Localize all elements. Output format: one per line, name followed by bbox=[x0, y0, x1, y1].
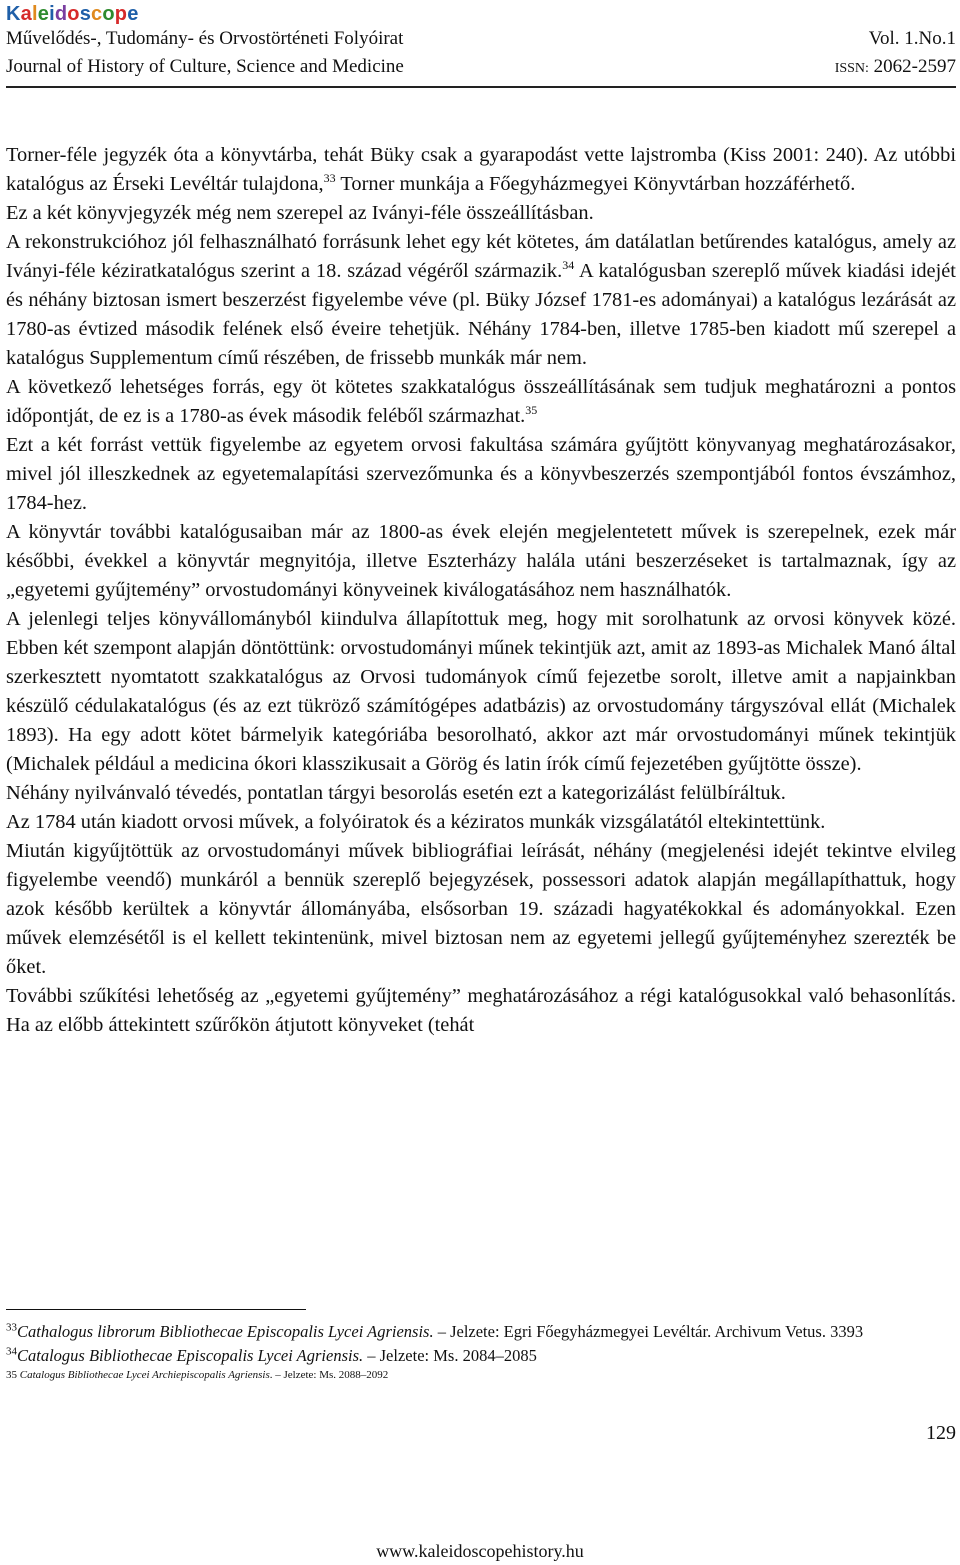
paragraph bbox=[6, 837, 956, 982]
article-body bbox=[6, 141, 956, 1040]
logo-letter: e bbox=[37, 3, 50, 25]
logo-letter: s bbox=[79, 3, 92, 25]
paragraph bbox=[6, 141, 956, 199]
footnotes bbox=[6, 1320, 956, 1382]
paragraph-text: A könyvtár további katalógusaiban már az 1800-as évek elején megjelentetett művek is szerepelnek, ezek már későbbi, évekkel a könyvtár megnyitója, illetve Eszterházy halála utáni beszerzéseket is tartalmaznak, így az „egyetemi gyűjtemény” orvostudományi könyveinek kiválogatásához nem használhatók. bbox=[6, 521, 956, 601]
paragraph-text: Torner-féle jegyzék óta a könyvtárba, tehát Büky csak a gyarapodást vette lajstromba (Kiss 2001: 240). Az utóbbi katalógus az Érseki Levéltár tulajdona, bbox=[6, 144, 956, 195]
footnote-text: – Jelzete: Egri Főegyházmegyei Levéltár. Archivum Vetus. 3393 bbox=[433, 1322, 864, 1341]
logo-letter: K bbox=[6, 3, 21, 25]
footnote-divider bbox=[6, 1309, 306, 1310]
paragraph-text: Ezt a két forrást vettük figyelembe az egyetem orvosi fakultása számára gyűjtött könyvanyag meghatározásakor, mivel jól illeszkednek az egyetemalapítási szervezőmunka és a könyvbeszerzés szempontjából fontos évszámhoz, 1784-hez. bbox=[6, 434, 956, 514]
footnote bbox=[6, 1344, 956, 1368]
paragraph bbox=[6, 605, 956, 779]
footnote-ref[interactable]: 34 bbox=[562, 258, 575, 273]
footnote-ref[interactable]: 35 bbox=[525, 403, 538, 418]
footnote-number: 34 bbox=[6, 1345, 17, 1358]
logo-letter: p bbox=[114, 3, 128, 25]
footnote-ref[interactable]: 33 bbox=[323, 171, 336, 186]
paragraph bbox=[6, 518, 956, 605]
logo-letter: e bbox=[127, 3, 139, 25]
footnote-number: 33 bbox=[6, 1321, 17, 1334]
paragraph bbox=[6, 373, 956, 431]
logo-letter: l bbox=[31, 3, 38, 25]
paragraph-text: Miután kigyűjtöttük az orvostudományi művek bibliográfiai leírását, néhány (megjelenési idejét tekintve elvileg figyelembe veendő) munkáról a bennük szereplő bejegyzések, possessori adatok alapján megállapíthattuk, hogy azok később kerültek a könyvtár állományába, elsősorban 19. századi hagyatékokkal és adományokkal. Ezen művek elemzésétől is el kellett tekintenünk, mivel biztosan nem az egyetemi jellegű gyűjteményhez szerezték be őket. bbox=[6, 840, 956, 978]
paragraph bbox=[6, 228, 956, 373]
footnote-title: Catalogus Bibliothecae Episcopalis Lycei Agriensis. bbox=[17, 1346, 364, 1365]
paragraph bbox=[6, 982, 956, 1040]
paragraph bbox=[6, 431, 956, 518]
paragraph bbox=[6, 779, 956, 808]
logo-letter: i bbox=[49, 3, 55, 25]
page-number: 129 bbox=[926, 1422, 956, 1444]
footnote-number: 35 bbox=[6, 1369, 20, 1381]
paragraph-text: Ez a két könyvjegyzék még nem szerepel az Iványi-féle összeállításban. bbox=[6, 202, 594, 224]
footer-url: www.kaleidoscopehistory.hu bbox=[376, 1541, 584, 1561]
footnote-text: – Jelzete: Ms. 2084–2085 bbox=[363, 1346, 537, 1365]
paragraph-text: A jelenlegi teljes könyvállományból kiindulva állapítottuk meg, hogy mit sorolhatunk az orvosi könyvek közé. Ebben két szempont alapján döntöttünk: orvostudományi műnek tekintjük azt, amit az 1893-as Michalek Manó által szerkesztett nyomtatott szakkatalógus az Orvosi tudományok című fejezetbe sorolt, illetve amit a napjainkban készülő cédulakatalógus (és az ezt tükröző számítógépes adatbázis) az orvostudomány tárgyszóval ellát (Michalek 1893). Ha egy adott kötet bármelyik kategóriába besorolható, akkor azt már orvostudományi műnek tekintjük (Michalek például a medicina ókori klasszikusait a Görög és latin írók című fejezetében gyűjtötte össze). bbox=[6, 608, 956, 775]
logo-letter: c bbox=[91, 3, 103, 25]
logo-letter: o bbox=[67, 3, 80, 25]
paragraph-text: A katalógusban szereplő művek kiadási idejét és néhány biztosan ismert beszerzést figyelembe véve (pl. Büky József 1781-es adományai) a katalógus lezárását az 1780-as évtized második felének első éveire tehetjük. Néhány 1784-ben, illetve 1785-ben kiadott mű szerepel a katalógus Supplementum című részében, de frissebb munkák már nem. bbox=[6, 260, 956, 369]
paragraph-text: Torner munkája a Főegyházmegyei Könyvtárban hozzáférhető. bbox=[335, 173, 856, 195]
logo-letter: a bbox=[20, 3, 32, 25]
footnote-title: Cathalogus librorum Bibliothecae Episcopalis Lycei Agriensis. bbox=[17, 1322, 434, 1341]
logo-letter: o bbox=[102, 3, 115, 25]
paragraph-text: A rekonstrukcióhoz jól felhasználható forrásunk lehet egy két kötetes, ám datálatlan betűrendes katalógus, amely az Iványi-féle kéziratkatalógus szerint a 18. század végéről származik. bbox=[6, 231, 956, 282]
paragraph bbox=[6, 808, 956, 837]
paragraph-text: Az 1784 után kiadott orvosi művek, a folyóiratok és a kéziratos munkák vizsgálatától eltekintettünk. bbox=[6, 811, 826, 833]
journal-subtitle-hu: Művelődés-, Tudomány- és Orvostörténeti Folyóirat bbox=[6, 28, 404, 49]
footnote bbox=[6, 1368, 956, 1382]
footnote-title: Catalogus Bibliothecae Lycei Archiepiscopalis Agriensis bbox=[19, 1369, 270, 1381]
paragraph bbox=[6, 199, 956, 228]
paragraph-text: A következő lehetséges forrás, egy öt kötetes szakkatalógus összeállításának sem tudjuk meghatározni a pontos időpontját, de ez is a 1780-as évek második feléből származhat. bbox=[6, 376, 956, 427]
journal-subtitle-en: Journal of History of Culture, Science and Medicine bbox=[6, 56, 404, 77]
logo-letter: d bbox=[54, 3, 68, 25]
volume-label: Vol. 1.No.1 bbox=[868, 28, 956, 49]
header-divider bbox=[6, 86, 956, 88]
paragraph-text: Néhány nyilvánvaló tévedés, pontatlan tárgyi besorolás esetén ezt a kategorizálást felülbíráltuk. bbox=[6, 782, 786, 804]
issn-label: ISSN: bbox=[834, 61, 869, 76]
issn-value: 2062-2597 bbox=[873, 56, 956, 77]
journal-logo bbox=[6, 3, 139, 26]
issn bbox=[835, 56, 956, 78]
paragraph-text: További szűkítési lehetőség az „egyetemi gyűjtemény” meghatározásához a régi katalógusokkal való behasonlítás. Ha az előbb áttekintett szűrőkön átjutott könyveket (tehát bbox=[6, 985, 956, 1036]
journal-header bbox=[6, 0, 956, 90]
footnote-text: . – Jelzete: Ms. 2088–2092 bbox=[269, 1369, 389, 1381]
footnote bbox=[6, 1320, 956, 1344]
